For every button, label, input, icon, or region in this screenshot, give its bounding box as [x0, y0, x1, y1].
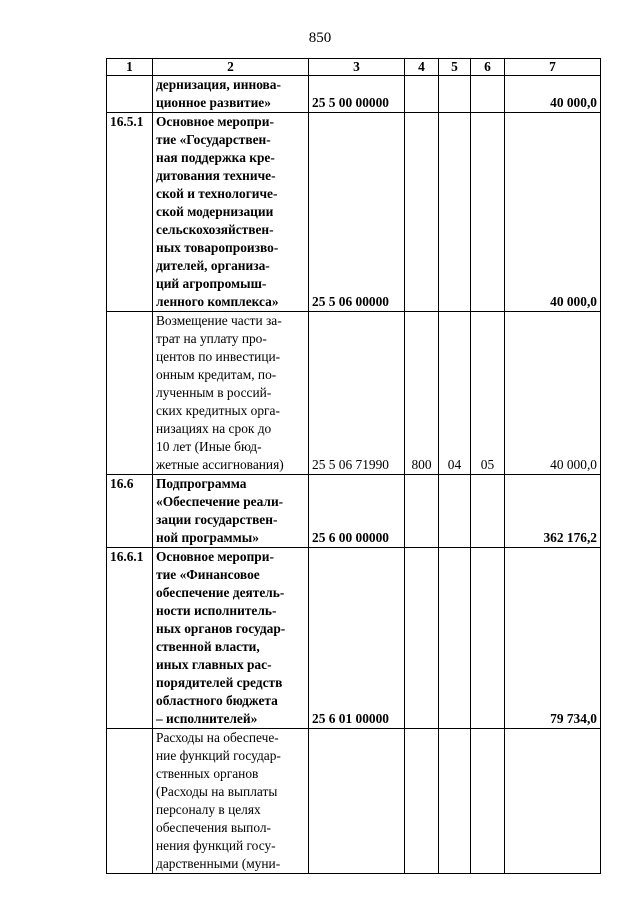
item-name-line: ных товаропроизво-	[156, 240, 279, 255]
subsection-code	[471, 548, 505, 729]
item-name-line: дернизация, иннова-	[156, 77, 281, 92]
item-name-line: ских кредитных орга-	[156, 403, 280, 418]
subsection-code	[471, 475, 505, 548]
item-number: 16.6.1	[107, 548, 153, 729]
expense-type: 800	[405, 312, 439, 475]
amount: 79 734,0	[505, 548, 601, 729]
item-name-line: центов по инвестици-	[156, 349, 281, 364]
section-code	[439, 548, 471, 729]
target-article-code: 25 5 00 00000	[309, 76, 405, 113]
expense-type	[405, 548, 439, 729]
section-code	[439, 729, 471, 874]
subsection-code	[471, 729, 505, 874]
target-article-code: 25 6 00 00000	[309, 475, 405, 548]
header-col-5: 5	[439, 59, 471, 76]
amount: 40 000,0	[505, 312, 601, 475]
item-number: 16.5.1	[107, 113, 153, 312]
item-name-line: лученным в россий-	[156, 385, 272, 400]
item-name-line: онным кредитам, по-	[156, 367, 277, 382]
item-name-line: нения функций госу-	[156, 838, 276, 853]
table-row	[107, 76, 601, 113]
item-name-line: ных органов государ-	[156, 621, 286, 636]
amount	[505, 729, 601, 874]
item-name-line: иных главных рас-	[156, 657, 272, 672]
item-name	[153, 729, 309, 874]
table-row	[107, 729, 601, 874]
header-col-6: 6	[471, 59, 505, 76]
item-name-line: ной программы»	[156, 530, 259, 545]
item-name-line: ционное развитие»	[156, 95, 271, 110]
item-name-line: обеспечение деятель-	[156, 585, 285, 600]
expense-type	[405, 475, 439, 548]
item-name	[153, 475, 309, 548]
item-number	[107, 729, 153, 874]
item-name-line: ской модернизации	[156, 204, 274, 219]
table-row	[107, 475, 601, 548]
item-number	[107, 312, 153, 475]
item-name-line: трат на уплату про-	[156, 331, 267, 346]
item-name-line: 10 лет (Иные бюд-	[156, 439, 262, 454]
item-name-line: Подпрограмма	[156, 476, 247, 491]
section-code	[439, 113, 471, 312]
item-number	[107, 76, 153, 113]
item-name-line: жетные ассигнования)	[156, 457, 284, 472]
item-name-line: ние функций государ-	[156, 748, 281, 763]
item-name-line: ности исполнитель-	[156, 603, 277, 618]
item-name-line: ций агропромыш-	[156, 276, 267, 291]
item-name-line: ской и технологиче-	[156, 186, 278, 201]
item-name-line: ственных органов	[156, 766, 259, 781]
item-name-line: порядителей средств	[156, 675, 283, 690]
subsection-code: 05	[471, 312, 505, 475]
item-name-line: «Обеспечение реали-	[156, 494, 284, 509]
target-article-code	[309, 729, 405, 874]
item-name-line: зации государствен-	[156, 512, 278, 527]
item-name-line: низациях на срок до	[156, 421, 272, 436]
item-name-line: ственной власти,	[156, 639, 260, 654]
item-name-line: (Расходы на выплаты	[156, 784, 278, 799]
item-name-line: Возмещение части за-	[156, 313, 282, 328]
section-code	[439, 76, 471, 113]
item-name-line: тие «Государствен-	[156, 132, 271, 147]
expense-type	[405, 76, 439, 113]
expense-type	[405, 729, 439, 874]
table-row	[107, 548, 601, 729]
item-name-line: дителей, организа-	[156, 258, 270, 273]
item-name-line: Основное меропри-	[156, 114, 274, 129]
item-name-line: сельскохозяйствен-	[156, 222, 274, 237]
section-code: 04	[439, 312, 471, 475]
table-header-row	[107, 59, 601, 76]
amount: 40 000,0	[505, 113, 601, 312]
item-name-line: ная поддержка кре-	[156, 150, 275, 165]
header-col-2: 2	[153, 59, 309, 76]
page-number: 850	[308, 30, 332, 46]
item-name-line: – исполнителей»	[156, 711, 258, 726]
header-col-1: 1	[107, 59, 153, 76]
header-col-4: 4	[405, 59, 439, 76]
amount: 362 176,2	[505, 475, 601, 548]
item-name-line: дитования техниче-	[156, 168, 276, 183]
section-code	[439, 475, 471, 548]
item-name-line: Основное меропри-	[156, 549, 274, 564]
header-col-3: 3	[309, 59, 405, 76]
item-name-line: персоналу в целях	[156, 802, 261, 817]
item-name-line: ленного комплекса»	[156, 294, 279, 309]
target-article-code: 25 6 01 00000	[309, 548, 405, 729]
item-name-line: областного бюджета	[156, 693, 278, 708]
item-name	[153, 312, 309, 475]
subsection-code	[471, 113, 505, 312]
item-number: 16.6	[107, 475, 153, 548]
table-row	[107, 312, 601, 475]
item-name	[153, 113, 309, 312]
item-name-line: Расходы на обеспече-	[156, 730, 279, 745]
item-name-line: обеспечения выпол-	[156, 820, 271, 835]
subsection-code	[471, 76, 505, 113]
header-col-7: 7	[505, 59, 601, 76]
item-name	[153, 548, 309, 729]
amount: 40 000,0	[505, 76, 601, 113]
expense-type	[405, 113, 439, 312]
target-article-code: 25 5 06 71990	[309, 312, 405, 475]
target-article-code: 25 5 06 00000	[309, 113, 405, 312]
table-row	[107, 113, 601, 312]
item-name-line: тие «Финансовое	[156, 567, 260, 582]
item-name-line: дарственными (муни-	[156, 856, 281, 871]
item-name	[153, 76, 309, 113]
budget-table	[106, 58, 601, 874]
